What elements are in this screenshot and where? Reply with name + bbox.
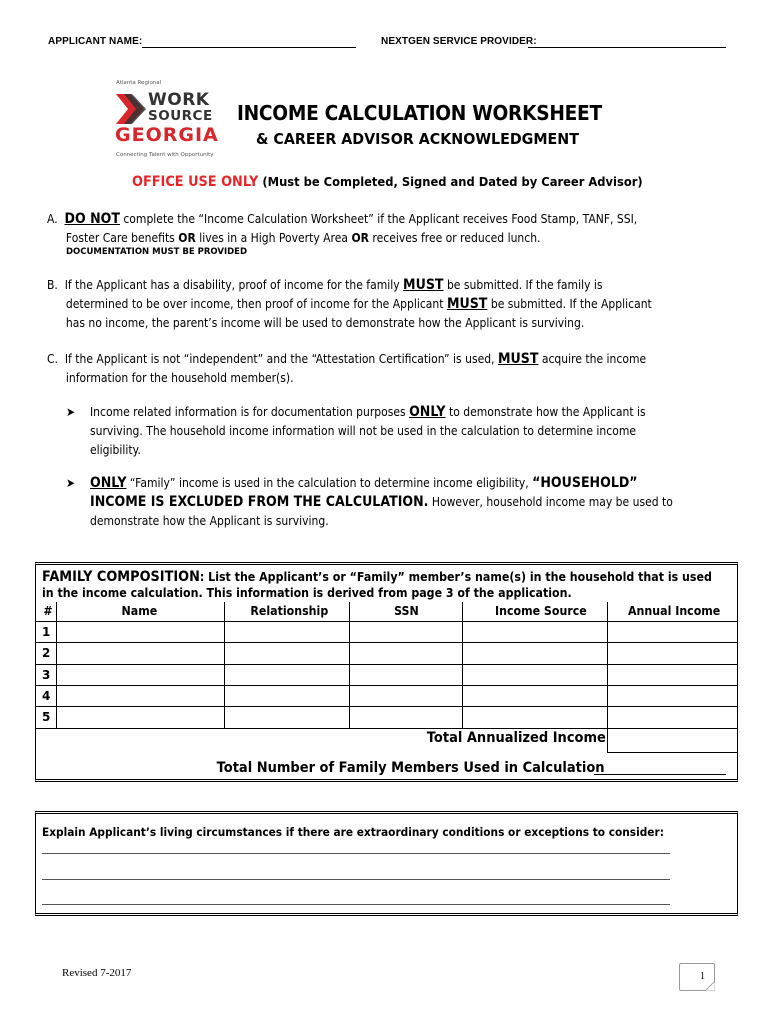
- item-b-l2b: be submitted. If the Applicant: [490, 297, 652, 311]
- page-title: INCOME CALCULATION WORKSHEET: [237, 101, 602, 125]
- bullet-2-only: ONLY: [90, 475, 127, 491]
- table-row[interactable]: [57, 643, 737, 664]
- logo-word-georgia: GEORGIA: [115, 124, 219, 146]
- office-use-line: [132, 174, 643, 190]
- table-row[interactable]: [57, 686, 737, 706]
- item-a-line2b: lives in a High Poverty Area: [199, 231, 349, 245]
- col-header-income-source: Income Source: [494, 604, 587, 618]
- family-heading-rest: : List the Applicant’s or “Family” member’s name(s) in the household that is used: [199, 570, 712, 584]
- bullet-1-l1a: Income related information is for documentation purposes: [90, 405, 406, 419]
- total-family-members-field[interactable]: [594, 774, 726, 775]
- item-a-line1: complete the “Income Calculation Worksheet” if the Applicant receives Food Stamp, TANF, SSI,: [123, 212, 638, 226]
- bullet-1-l2: surviving. The household income information will not be used in the calculation to determine income: [90, 424, 636, 438]
- bullet-1: [90, 403, 756, 460]
- item-a-marker: A.: [47, 212, 58, 226]
- logo-chevron-icon: [114, 92, 148, 126]
- bullet-2-excluded: INCOME IS EXCLUDED FROM THE CALCULATION.: [90, 494, 429, 510]
- family-heading-line2: in the income calculation. This information is derived from page 3 of the application.: [42, 586, 572, 600]
- item-b-l2a: determined to be over income, then proof of income for the Applicant: [65, 297, 444, 311]
- applicant-name-field[interactable]: [142, 47, 356, 48]
- item-a-line2a: Foster Care benefits: [65, 231, 175, 245]
- item-b-marker: B.: [47, 278, 58, 292]
- family-heading: [42, 569, 712, 601]
- table-row[interactable]: [57, 665, 737, 685]
- col-header-name: Name: [121, 604, 158, 618]
- item-c-l1b: acquire the income: [541, 352, 647, 366]
- logo-word-source: SOURCE: [148, 108, 213, 124]
- page-number: 1: [700, 971, 705, 982]
- provider-label: NEXTGEN SERVICE PROVIDER:: [381, 36, 537, 47]
- col-header-number: #: [43, 604, 53, 618]
- item-a-or2: OR: [351, 231, 369, 245]
- total-annualized-income-field[interactable]: [608, 729, 737, 752]
- bullet-2-l1a: “Family” income is used in the calculation to determine income eligibility,: [129, 476, 529, 490]
- logo-top-text: Atlanta Regional: [116, 80, 162, 86]
- table-row[interactable]: [57, 707, 737, 728]
- bullet-1-l3: eligibility.: [90, 443, 141, 457]
- logo-word-work: WORK: [148, 90, 210, 110]
- item-b-must2: MUST: [446, 296, 488, 312]
- table-row[interactable]: [57, 622, 737, 642]
- worksource-georgia-logo: [112, 80, 222, 170]
- bullet-1-arrow-icon: ➤: [66, 405, 76, 419]
- item-a-line2c: receives free or reduced lunch.: [372, 231, 541, 245]
- item-c-l1a: If the Applicant is not “independent” and the “Attestation Certification” is used,: [64, 352, 495, 366]
- item-c-must: MUST: [497, 351, 539, 367]
- col-header-annual-income: Annual Income: [628, 604, 721, 618]
- row-number: 3: [42, 668, 51, 682]
- explain-line-1[interactable]: [42, 853, 670, 854]
- office-use-only: OFFICE USE ONLY: [132, 174, 259, 190]
- page-subtitle: & CAREER ADVISOR ACKNOWLEDGMENT: [256, 130, 579, 148]
- applicant-name-label: APPLICANT NAME:: [48, 36, 143, 47]
- col-header-relationship: Relationship: [250, 604, 329, 618]
- item-a-or1: OR: [178, 231, 196, 245]
- item-c-l2: information for the household member(s).: [65, 371, 294, 385]
- row-number: 1: [42, 625, 51, 639]
- item-a-do-not: DO NOT: [64, 211, 120, 227]
- total-annualized-income-label: Total Annualized Income: [426, 730, 606, 746]
- col-header-ssn: SSN: [394, 604, 419, 618]
- item-b: [47, 276, 731, 333]
- total-family-members-label: Total Number of Family Members Used in Calculation: [216, 760, 605, 776]
- bullet-2-arrow-icon: ➤: [66, 476, 76, 490]
- item-b-l3: has no income, the parent’s income will be used to demonstrate how the Applicant is surviving.: [65, 316, 585, 330]
- bullet-2-l2b: However, household income may be used to: [431, 495, 673, 509]
- row-number: 2: [42, 646, 51, 660]
- bullet-1-only: ONLY: [409, 404, 446, 420]
- logo-tagline: Connecting Talent with Opportunity: [116, 152, 214, 158]
- page-number-box: [679, 963, 715, 991]
- bullet-2-household: “HOUSEHOLD”: [532, 475, 638, 491]
- item-c: [47, 350, 731, 388]
- explain-line-2[interactable]: [42, 879, 670, 880]
- revision-note: Revised 7-2017: [62, 967, 132, 979]
- bullet-2-l3: demonstrate how the Applicant is surviving.: [90, 514, 329, 528]
- bullet-2: [90, 474, 756, 531]
- documentation-note: DOCUMENTATION MUST BE PROVIDED: [66, 247, 248, 257]
- bullet-1-l1b: to demonstrate how the Applicant is: [448, 405, 646, 419]
- provider-field[interactable]: [528, 47, 726, 48]
- item-a: [47, 210, 731, 248]
- grid-line: [607, 752, 737, 753]
- explain-prompt: Explain Applicant’s living circumstances if there are extraordinary conditions or exceptions to consider:: [42, 825, 664, 839]
- item-c-marker: C.: [47, 352, 58, 366]
- office-use-note: (Must be Completed, Signed and Dated by Career Advisor): [262, 174, 643, 189]
- item-b-l1b: be submitted. If the family is: [446, 278, 603, 292]
- explain-line-3[interactable]: [42, 904, 670, 905]
- item-b-l1a: If the Applicant has a disability, proof of income for the family: [64, 278, 400, 292]
- family-heading-title: FAMILY COMPOSITION: [42, 569, 200, 585]
- page-fold-icon: [705, 981, 715, 991]
- row-number: 5: [42, 710, 51, 724]
- item-b-must1: MUST: [403, 277, 444, 293]
- row-number: 4: [42, 689, 51, 703]
